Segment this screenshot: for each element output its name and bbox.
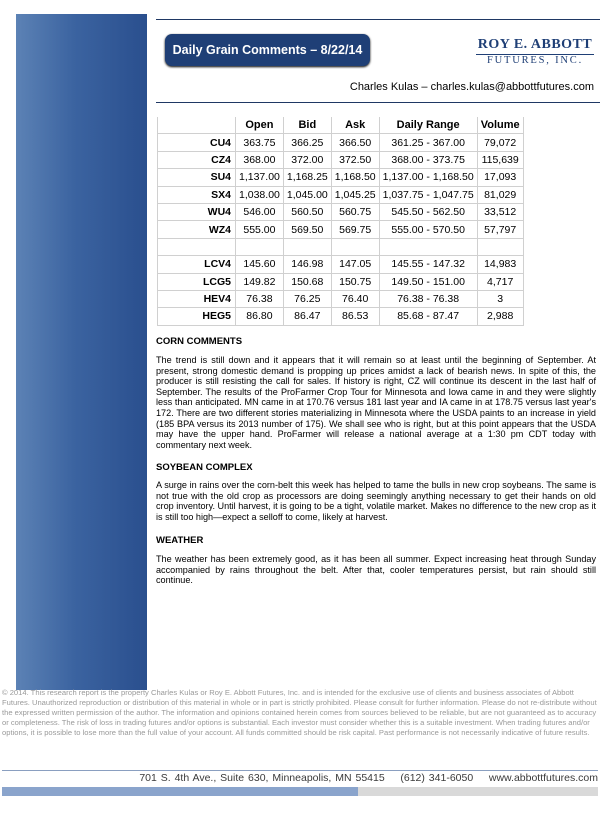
table-cell: 150.68: [283, 273, 331, 290]
contract-symbol: LCV4: [158, 256, 236, 273]
table-cell: 86.53: [331, 308, 379, 325]
table-row: [158, 238, 524, 255]
corn-body: The trend is still down and it appears that it will remain so at least until the beginning of September. At present, strong domestic demand is propping up prices amidst a lack of bearish news. In spite of this, the producer is still resisting the call for sales. If history is right, CZ will continue its descent in the last half of September. The results of the ProFarmer Crop Tour for Minnesota and Iowa came in and they were slightly less than anticipated. MN came in at 170.76 versus 181 last year and IA came in at 178.75 versus last year's 172. There are two different stories materializing in Minnesota where the USDA paints to an increase in yield (185 BPA versus its 2013 number of 175). We shall see who is right, but at this point appears that the USDA may have the upper hand. ProFarmer will release a national average at a 1:30 pm CDT today with commentary next week.: [156, 355, 596, 450]
table-cell: 1,137.00: [236, 169, 284, 186]
footer-address: 701 S. 4th Ave., Suite 630, Minneapolis, MN 55415: [139, 772, 385, 784]
contract-symbol: HEV4: [158, 290, 236, 307]
contract-symbol: LCG5: [158, 273, 236, 290]
table-cell: 150.75: [331, 273, 379, 290]
table-row: [158, 273, 524, 290]
table-cell: 81,029: [477, 186, 523, 203]
table-cell: 366.50: [331, 134, 379, 151]
table-cell: [379, 238, 477, 255]
company-logo: [476, 37, 594, 66]
footer-bar-blue: [2, 787, 358, 796]
table-cell: 545.50 - 562.50: [379, 203, 477, 220]
table-cell: 555.00 - 570.50: [379, 221, 477, 238]
table-cell: 17,093: [477, 169, 523, 186]
table-cell: 560.75: [331, 203, 379, 220]
contract-symbol: WZ4: [158, 221, 236, 238]
table-cell: 1,137.00 - 1,168.50: [379, 169, 477, 186]
table-cell: 146.98: [283, 256, 331, 273]
table-cell: 368.00: [236, 151, 284, 168]
table-cell: 149.50 - 151.00: [379, 273, 477, 290]
table-row: [158, 169, 524, 186]
disclaimer-text: © 2014. This research report is the property Charles Kulas or Roy E. Abbott Futures, Inc. and is intended for the exclusive use of clients and business associates of Abbott Futures. Unauthorized reproduction or distribution of this material in whole or in part is strictly prohibited. Please consult for further information. Please do not re-distribute without the expressed written permission of the author. The information and opinions contained herein comes from sources believed to be reliable, but are not guaranteed as to accuracy or completeness. The risk of loss in trading futures and/or options is substantial. Each investor must consider whether this is a suitable investment. When trading futures and/or options, it is possible to lose more than the full value of your account. All funds committed should be risk capital. Past performance is not necessarily indicative of future results.: [2, 688, 597, 737]
table-cell: 4,717: [477, 273, 523, 290]
table-cell: 560.50: [283, 203, 331, 220]
table-cell: 14,983: [477, 256, 523, 273]
table-cell: 76.25: [283, 290, 331, 307]
logo-line-2: FUTURES, INC.: [476, 54, 594, 66]
table-cell: 569.50: [283, 221, 331, 238]
table-cell: [477, 238, 523, 255]
table-cell: 76.38 - 76.38: [379, 290, 477, 307]
soybean-body: A surge in rains over the corn-belt this week has helped to tame the bulls in new crop soybeans. The same is not true with the old crop as processors are doing seemingly anything necessary to get their hands on old crop inventory. Until harvest, it is going to be a tight, volatile market. Makes no difference to the new crop as it is still too high—expect a selloff to come, likely at harvest.: [156, 480, 596, 522]
contract-symbol: CU4: [158, 134, 236, 151]
top-divider: [156, 19, 600, 20]
table-cell: [236, 238, 284, 255]
table-cell: 368.00 - 373.75: [379, 151, 477, 168]
table-row: [158, 221, 524, 238]
column-header: Volume: [477, 117, 523, 134]
weather-heading: WEATHER: [156, 535, 204, 546]
footer-bar-grey: [358, 787, 598, 796]
table-cell: 363.75: [236, 134, 284, 151]
contract-symbol: [158, 238, 236, 255]
corn-heading: CORN COMMENTS: [156, 336, 243, 347]
table-row: [158, 186, 524, 203]
column-header: Daily Range: [379, 117, 477, 134]
table-cell: 115,639: [477, 151, 523, 168]
table-cell: 79,072: [477, 134, 523, 151]
weather-body: The weather has been extremely good, as it has been all summer. Expect increasing heat through Sunday accompanied by rains throughout the belt. After that, cooler temperatures persist, but rain should still continue.: [156, 554, 596, 586]
table-cell: 1,168.50: [331, 169, 379, 186]
table-cell: 76.38: [236, 290, 284, 307]
table-cell: 1,045.00: [283, 186, 331, 203]
table-cell: 85.68 - 87.47: [379, 308, 477, 325]
contract-symbol: SX4: [158, 186, 236, 203]
contract-symbol: HEG5: [158, 308, 236, 325]
table-cell: 3: [477, 290, 523, 307]
header-divider: [156, 102, 600, 103]
table-cell: 361.25 - 367.00: [379, 134, 477, 151]
contract-symbol: CZ4: [158, 151, 236, 168]
table-cell: 1,038.00: [236, 186, 284, 203]
table-cell: 1,037.75 - 1,047.75: [379, 186, 477, 203]
decorative-sidebar: [16, 14, 147, 690]
table-cell: 76.40: [331, 290, 379, 307]
table-cell: 1,168.25: [283, 169, 331, 186]
table-cell: 57,797: [477, 221, 523, 238]
column-header: Ask: [331, 117, 379, 134]
table-row: [158, 290, 524, 307]
table-cell: 149.82: [236, 273, 284, 290]
footer: [139, 772, 598, 784]
table-cell: 372.50: [331, 151, 379, 168]
table-row: [158, 308, 524, 325]
table-cell: 145.55 - 147.32: [379, 256, 477, 273]
table-row: [158, 203, 524, 220]
column-header: Open: [236, 117, 284, 134]
table-row: [158, 256, 524, 273]
contract-symbol: WU4: [158, 203, 236, 220]
table-row: [158, 151, 524, 168]
table-cell: 86.80: [236, 308, 284, 325]
table-cell: 569.75: [331, 221, 379, 238]
table-cell: 372.00: [283, 151, 331, 168]
quotes-table: [157, 117, 524, 326]
soybean-heading: SOYBEAN COMPLEX: [156, 462, 253, 473]
report-title: Daily Grain Comments – 8/22/14: [165, 34, 370, 66]
table-cell: 147.05: [331, 256, 379, 273]
table-row: [158, 134, 524, 151]
table-cell: 33,512: [477, 203, 523, 220]
table-cell: 1,045.25: [331, 186, 379, 203]
table-cell: 555.00: [236, 221, 284, 238]
table-cell: 2,988: [477, 308, 523, 325]
logo-line-1: ROY E. ABBOTT: [477, 37, 593, 52]
table-cell: [283, 238, 331, 255]
author-contact: Charles Kulas – charles.kulas@abbottfutures.com: [349, 81, 594, 93]
table-header-row: [158, 117, 524, 134]
contract-symbol: SU4: [158, 169, 236, 186]
table-cell: 145.60: [236, 256, 284, 273]
table-cell: 546.00: [236, 203, 284, 220]
table-cell: [331, 238, 379, 255]
footer-phone: (612) 341-6050: [400, 772, 474, 784]
column-header: [158, 117, 236, 134]
column-header: Bid: [283, 117, 331, 134]
footer-website-link[interactable]: www.abbottfutures.com: [488, 772, 598, 784]
footer-divider: [2, 770, 598, 771]
table-cell: 86.47: [283, 308, 331, 325]
table-cell: 366.25: [283, 134, 331, 151]
